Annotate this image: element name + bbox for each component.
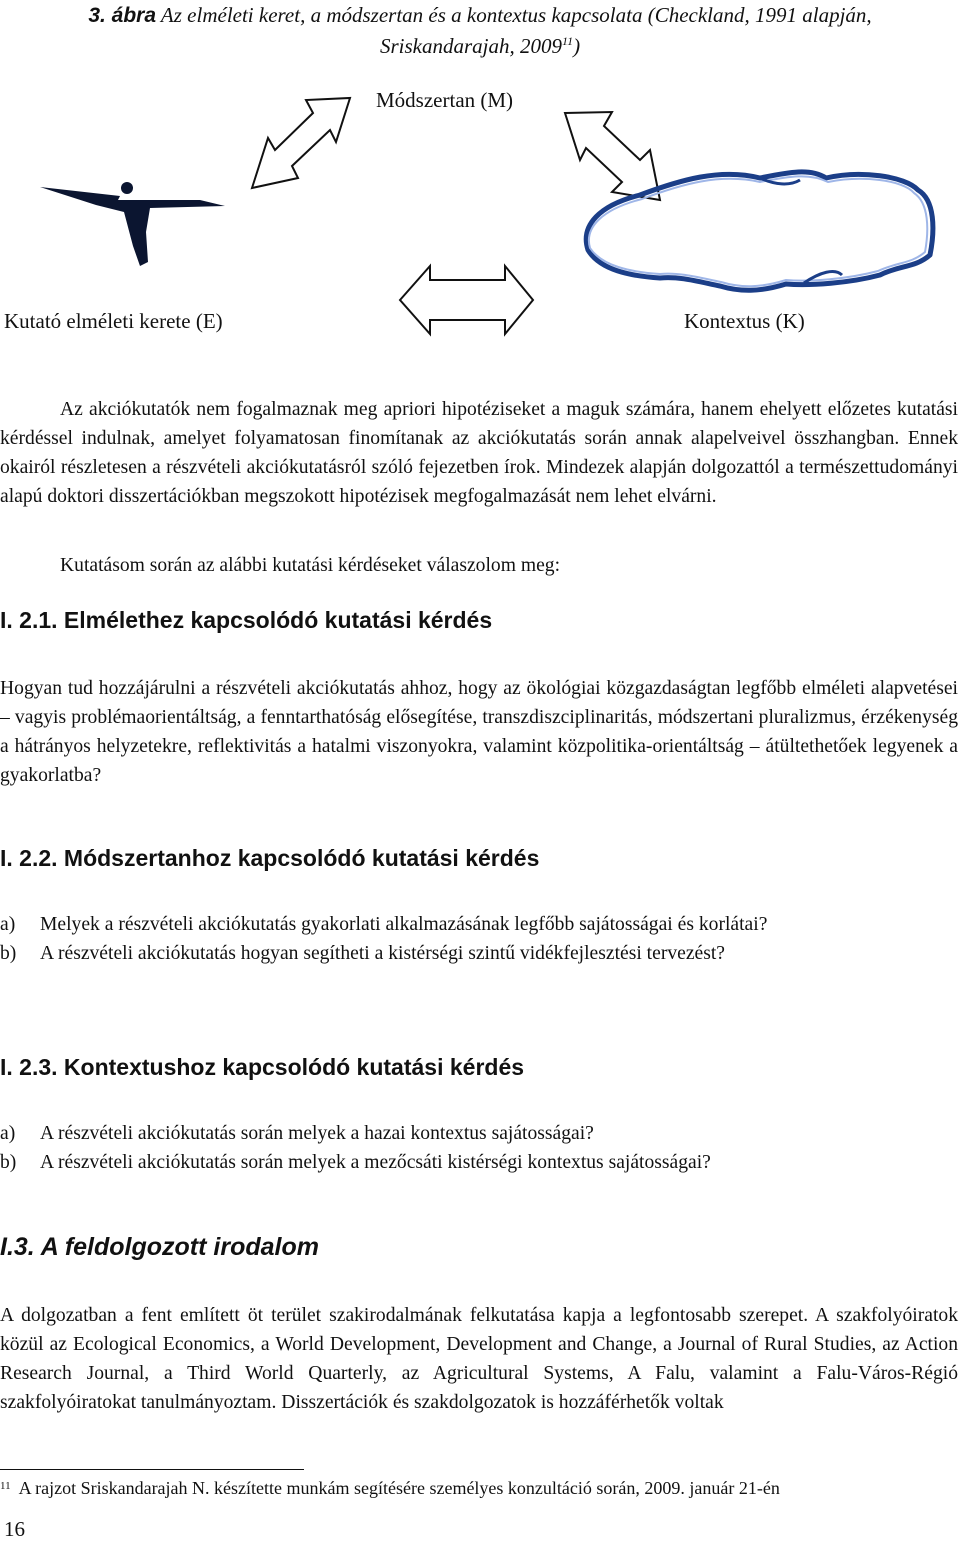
footnote-text: A rajzot Sriskandarajah N. készítette munkám segítésére személyes konzultáció során, 2009. január 21-én: [18, 1478, 780, 1498]
list-item-text: A részvételi akciókutatás során melyek a hazai kontextus sajátosságai?: [40, 1123, 594, 1144]
intro-paragraph: Az akciókutatók nem fogalmaznak meg apriori hipotéziseket a maguk számára, hanem ehelyett előzetes kutatási kérdéssel indulnak, amelyet folyamatosan finomítanak az akciókutatás során annak alapelveivel összhangban. Ennek okairól részletesen a részvételi akciókutatásról szóló fejezetben írok. Mindezek alapján dolgozattól a természettudományi alapú doktori disszertációkban megszokott hipotézisek megfogalmazását nem lehet elvárni.: [0, 399, 958, 507]
figure-person-icon: [40, 182, 225, 266]
list-item: [0, 939, 958, 968]
list-item-text: Melyek a részvételi akciókutatás gyakorlati alkalmazásának legfőbb sajátosságai és korlátai?: [40, 914, 768, 935]
list-marker: b): [0, 943, 17, 964]
list-marker: b): [0, 1152, 17, 1173]
list-item-text: A részvételi akciókutatás során melyek a mezőcsáti kistérségi kontextus sajátosságai?: [40, 1152, 711, 1173]
section-2-3-list: [0, 1119, 958, 1177]
footnote-divider: [0, 1469, 304, 1470]
framework-label: Kutató elméleti kerete (E): [4, 309, 223, 333]
figure-title: Az elméleti keret, a módszertan és a kontextus kapcsolata (Checkland, 1991 alapján,: [160, 3, 872, 27]
footnote: [0, 1473, 780, 1503]
caption-close: ): [573, 34, 581, 58]
section-heading-1-3: I.3. A feldolgozott irodalom: [0, 1233, 319, 1261]
diagram-graphics: [0, 90, 960, 340]
section-heading-2-2: I. 2.2. Módszertanhoz kapcsolódó kutatási kérdés: [0, 845, 540, 871]
list-item: [0, 910, 958, 939]
double-arrow-icon: [565, 112, 660, 200]
list-item: [0, 1119, 958, 1148]
intro-lead: Kutatásom során az alábbi kutatási kérdéseket válaszolom meg:: [60, 555, 561, 576]
context-label: Kontextus (K): [684, 309, 805, 333]
list-item-text: A részvételi akciókutatás hogyan segítheti a kistérségi szintű vidékfejlesztési tervezést?: [40, 943, 725, 964]
method-label: Módszertan (M): [376, 88, 514, 112]
section-2-2-list: [0, 910, 958, 968]
list-marker: a): [0, 1123, 16, 1144]
list-item: [0, 1148, 958, 1177]
footnote-number: 11: [0, 1480, 11, 1492]
section-1-3-paragraph: A dolgozatban a fent említett öt terület szakirodalmának felkutatása kapja a legfontosabb szerepet. A szakfolyóiratok közül az Ecological Economics, a World Development, Development and Change, a Journal of Rural Studies, az Action Research Journal, a Third World Quarterly, az Agricultural Systems, A Falu, valamint a Falu-Város-Régió szakfolyóiratokat tanulmányoztam. Disszertációk és szakdolgozatok is hozzáférhetők voltak: [0, 1305, 958, 1413]
page-number: 16: [4, 1517, 25, 1541]
figure-title-cont: Sriskandarajah, 2009: [379, 34, 562, 58]
figure-caption: [0, 0, 960, 62]
section-heading-2-3: I. 2.3. Kontextushoz kapcsolódó kutatási kérdés: [0, 1054, 525, 1080]
section-2-1-paragraph: Hogyan tud hozzájárulni a részvételi akciókutatás ahhoz, hogy az ökológiai közgazdaságtan legfőbb elméleti alapvetései – vagyis problémaorientáltság, a fenntarthatóság elősegítése, transzdiszciplinaritás, módszertani pluralizmus, érzékenység a hátrányos helyzetekre, reflektivitás a hatalmi viszonyokra, valamint közpolitika-orientáltság – átültethetőek legyenek a gyakorlatba?: [0, 678, 958, 786]
list-marker: a): [0, 914, 16, 935]
section-heading-2-1: I. 2.1. Elmélethez kapcsolódó kutatási kérdés: [0, 607, 493, 633]
double-arrow-icon: [252, 98, 350, 188]
footnote-ref[interactable]: 11: [561, 34, 574, 48]
figure-number: 3. ábra: [88, 4, 157, 27]
double-arrow-icon: [400, 266, 533, 334]
